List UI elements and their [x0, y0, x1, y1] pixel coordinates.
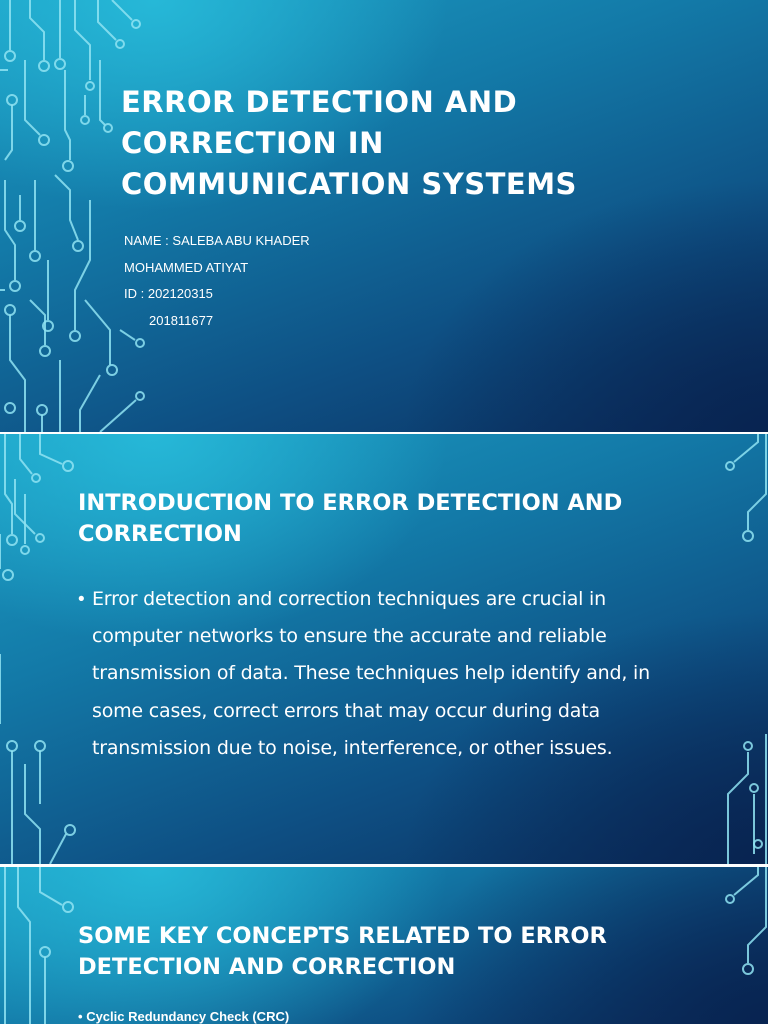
slide-heading: INTRODUCTION TO ERROR DETECTION AND CORRECTION — [78, 490, 623, 547]
circuit-decoration-left — [0, 0, 150, 432]
bullet-marker: • — [78, 1009, 83, 1024]
title-slide[interactable] — [0, 0, 768, 432]
bullet-item — [78, 581, 698, 767]
circuit-decoration-left — [0, 434, 90, 864]
circuit-decoration-right — [708, 867, 768, 1024]
slide-heading: SOME KEY CONCEPTS RELATED TO ERROR DETECTION AND CORRECTION — [78, 923, 607, 980]
introduction-slide[interactable] — [0, 434, 768, 864]
bullet-marker: • — [78, 589, 85, 610]
bullet-text: Cyclic Redundancy Check (CRC) — [86, 1009, 290, 1024]
presentation-title: ERROR DETECTION AND CORRECTION IN COMMUNICATION SYSTEMS — [121, 85, 577, 201]
student-id-1: ID : 202120315 — [124, 286, 213, 301]
author-name-2: MOHAMMED ATIYAT — [124, 259, 249, 275]
key-concepts-slide[interactable] — [0, 867, 768, 1024]
student-id-2: 201811677 — [149, 312, 214, 328]
bullet-text: Error detection and correction techniques are crucial in computer networks to ensure the accurate and reliable transmission of data. These techniques help identify and, in some cases, correct errors that may occur during data transmission due to noise, interference, or other issues. — [92, 588, 650, 759]
author-name-1: NAME : SALEBA ABU KHADER — [124, 233, 310, 248]
circuit-decoration-right — [708, 434, 768, 864]
bullet-item — [78, 1009, 289, 1024]
author-info — [124, 228, 310, 334]
circuit-decoration-left — [0, 867, 90, 1024]
